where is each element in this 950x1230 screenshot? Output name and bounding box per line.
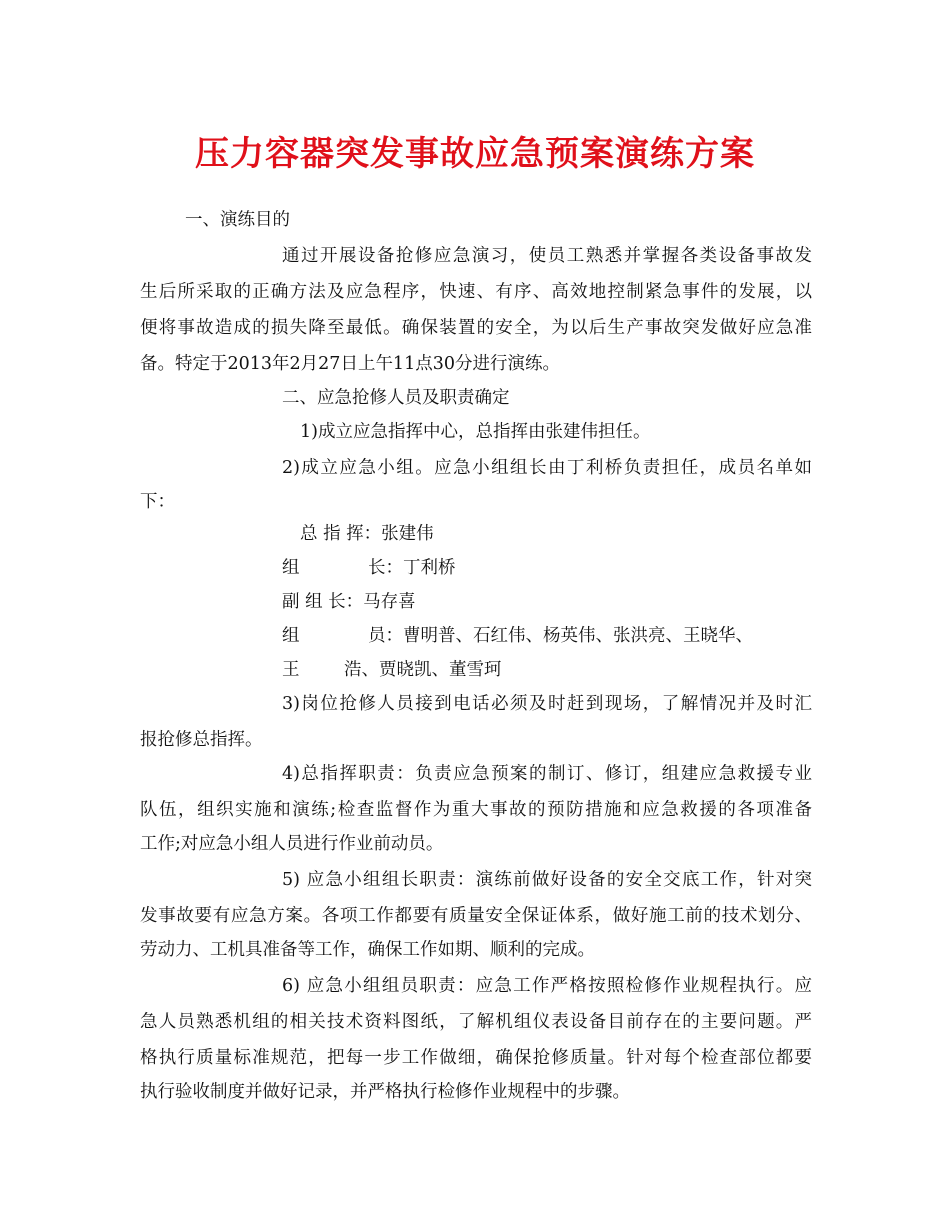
- list-item-continued: 报抢修总指挥。: [140, 730, 263, 750]
- document-title: 压力容器突发事故应急预案演练方案: [195, 134, 755, 174]
- list-item: 1)成立应急指挥中心，总指挥由张建伟担任。: [300, 422, 651, 442]
- list-item-continued: 急人员熟悉机组的相关技术资料图纸，了解机组仪表设备目前存在的主要问题。严: [140, 1012, 812, 1032]
- list-item: 6) 应急小组组员职责：应急工作严格按照检修作业规程执行。应: [282, 976, 812, 996]
- roster-label: 组: [282, 558, 300, 578]
- roster-value: 曹明普、石红伟、杨英伟、张洪亮、王晓华、: [403, 626, 753, 646]
- paragraph-line: 生后所采取的正确方法及应急程序，快速、有序、高效地控制紧急事件的发展，以: [140, 282, 812, 302]
- roster-value: 张建伟: [381, 524, 434, 544]
- list-item-continued: 执行验收制度并做好记录，并严格执行检修作业规程中的步骤。: [140, 1082, 630, 1102]
- list-item: 5) 应急小组组长职责：演练前做好设备的安全交底工作，针对突: [282, 870, 812, 890]
- roster-deputy: [282, 590, 416, 614]
- paragraph-line: 备。特定于2013年2月27日上午11点30分进行演练。: [140, 354, 560, 374]
- roster-commander: [300, 522, 434, 546]
- section-heading-purpose: 一、演练目的: [185, 210, 290, 230]
- paragraph-line: 通过开展设备抢修应急演习，使员工熟悉并掌握各类设备事故发: [282, 246, 812, 266]
- roster-members-continued: [282, 658, 502, 682]
- list-item-continued: 队伍，组织实施和演练;检查监督作为重大事故的预防措施和应急救援的各项准备: [140, 800, 812, 820]
- roster-label: 副 组 长：: [282, 592, 364, 612]
- roster-label: 总 指 挥：: [300, 524, 382, 544]
- roster-value: 丁利桥: [403, 558, 456, 578]
- roster-value: 王: [282, 660, 300, 680]
- list-item: 4)总指挥职责：负责应急预案的制订、修订，组建应急救援专业: [282, 764, 812, 784]
- list-item-continued: 工作;对应急小组人员进行作业前动员。: [140, 834, 444, 854]
- roster-value: 马存喜: [363, 592, 416, 612]
- paragraph-line: 便将事故造成的损失降至最低。确保装置的安全，为以后生产事故突发做好应急准: [140, 318, 812, 338]
- roster-leader: [282, 556, 456, 580]
- section-heading-personnel: 二、应急抢修人员及职责确定: [282, 388, 510, 408]
- list-item-continued: 劳动力、工机具准备等工作，确保工作如期、顺利的完成。: [140, 940, 595, 960]
- list-item-continued: 下：: [140, 492, 175, 512]
- list-item: 3)岗位抢修人员接到电话必须及时赶到现场，了解情况并及时汇: [282, 694, 812, 714]
- list-item: 2)成立应急小组。应急小组组长由丁利桥负责担任，成员名单如: [282, 458, 812, 478]
- roster-label: 组: [282, 626, 300, 646]
- list-item-continued: 格执行质量标准规范，把每一步工作做细，确保抢修质量。针对每个检查部位都要: [140, 1048, 812, 1068]
- roster-label: 长：: [368, 558, 403, 578]
- roster-label: 员：: [368, 626, 403, 646]
- roster-value: 浩、贾晓凯、董雪珂: [344, 660, 502, 680]
- list-item-continued: 发事故要有应急方案。各项工作都要有质量安全保证体系，做好施工前的技术划分、: [140, 906, 812, 926]
- roster-members: [282, 624, 753, 648]
